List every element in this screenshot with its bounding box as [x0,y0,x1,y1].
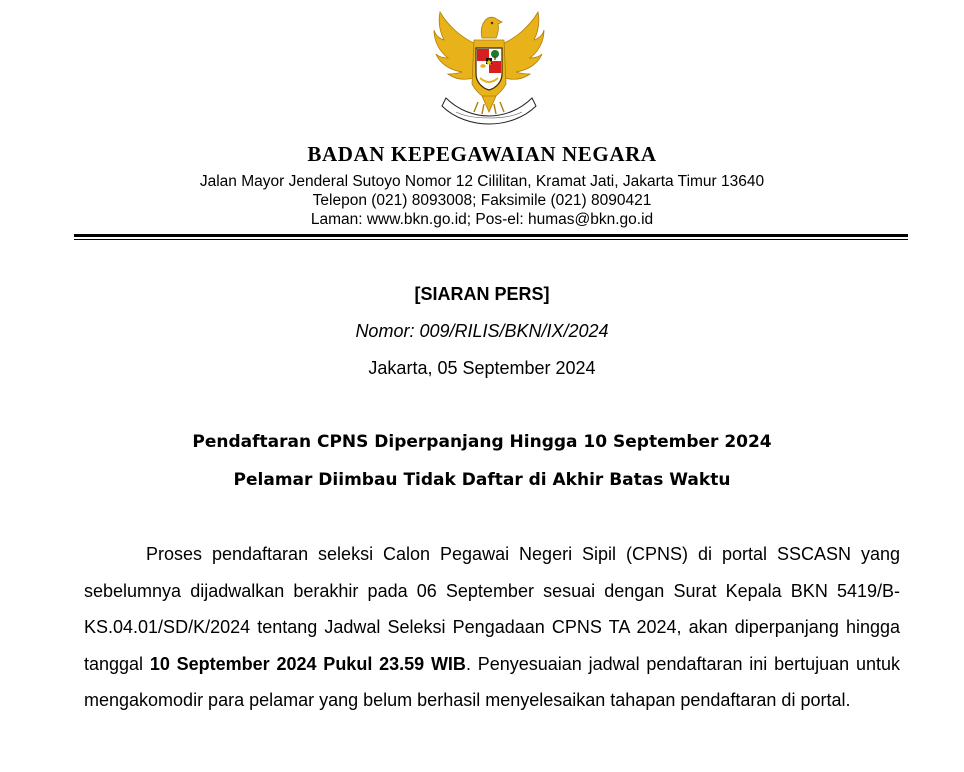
agency-name: BADAN KEPEGAWAIAN NEGARA [307,142,657,166]
headline-line-1: Pendaftaran CPNS Diperpanjang Hingga 10 September 2024 [192,432,772,452]
paragraph-text-1: Proses pendaftaran seleksi Calon Pegawai Negeri Sipil (CPNS) di portal SSCASN yang sebelumnya dijadwalkan berakhir pada 06 September sesuai dengan Surat Kepala BKN 5419/B-KS.04.01/SD/K/2024 tentang Jadwal Seleksi Pengadaan CPNS TA 2024, akan diperpanjang hingga tanggal [84,544,900,674]
agency-phone-fax: Telepon (021) 8093008; Faksimile (021) 8090421 [312,192,652,209]
garuda-pancasila-emblem [432,8,546,126]
letterhead-rule-thin [74,239,908,240]
garuda-tail [482,96,496,112]
release-number: Nomor: 009/RILIS/BKN/IX/2024 [355,321,609,341]
body-paragraph [84,536,900,719]
paragraph-text-2: . Penyesuaian jadwal pendaftaran ini bertujuan untuk mengakomodir para pelamar yang belum berhasil menyelesaikan tahapan pendaftaran di portal. [84,653,900,711]
agency-address: Jalan Mayor Jenderal Sutoyo Nomor 12 Cililitan, Kramat Jati, Jakarta Timur 13640 [199,173,765,190]
deadline-highlight: 10 September 2024 Pukul 23.59 WIB [149,653,466,674]
right-wing [502,12,544,79]
left-wing [434,12,476,79]
press-release-label: [SIARAN PERS] [414,284,550,304]
letterhead-rule-thick [74,234,908,237]
release-place-date: Jakarta, 05 September 2024 [368,358,596,378]
pancasila-shield [476,48,502,90]
headline-line-2: Pelamar Diimbau Tidak Daftar di Akhir Batas Waktu [233,470,731,490]
garuda-head [481,17,502,38]
agency-web-email: Laman: www.bkn.go.id; Pos-el: humas@bkn.go.id [310,211,654,228]
